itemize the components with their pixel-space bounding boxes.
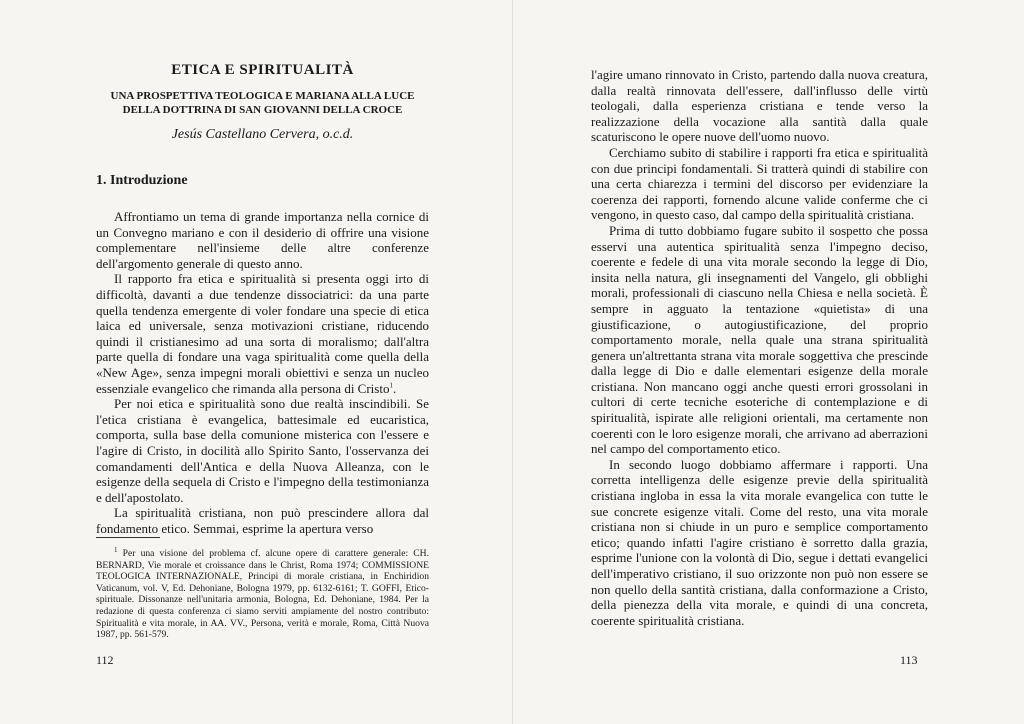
right-page (512, 0, 1024, 724)
paragraph: l'agire umano rinnovato in Cristo, partendo dalla nuova creatura, dalla realtà rinnovata dell'essere, dall'influsso delle virtù teologali, dalla esperienza cristiana e tende verso la realizzazione della vocazione alla santità dalla quale scaturiscono le opere nuove dell'uomo nuovo. (591, 67, 928, 145)
paragraph: Per noi etica e spiritualità sono due realtà inscindibili. Se l'etica cristiana è evangelica, battesimale ed eucaristica, comporta, sulla base della comunione misterica con l'essere e l'agire di Cristo, in docilità allo Spirito Santo, l'osservanza dei comandamenti dell'Antica e della Nuova Alleanza, con le esigenze della sequela di Cristo e l'impegno della testimonianza e dell'apostolato. (96, 396, 429, 505)
footnote (96, 545, 429, 641)
article-subtitle (96, 89, 429, 117)
footnote-reference: 1 (389, 381, 393, 390)
footnote-text: Per una visione del problema cf. alcune opere di carattere generale: CH. BERNARD, Vie morale et croissance dans le Christ, Roma 1974; COMMISSIONE TEOLOGICA INTERNAZIONALE, Principi di morale cristiana, in Enchiridion Vaticanum, vol. V, Ed. Dehoniane, Bologna 1979, pp. 6132-6161; T. GOFFI, Etico-spirituale. Dissonanze nell'unitaria armonia, Bologna, Ed. Dehoniane, 1984. Per la redazione di questa conferenza ci siamo serviti ampiamente del nostro contributo: Spiritualità e vita morale, in AA. VV., Persona, verità e morale, Roma, Città Nuova 1987, pp. 561-579. (96, 548, 429, 641)
subtitle-line-1: UNA PROSPETTIVA TEOLOGICA E MARIANA ALLA LUCE (110, 90, 415, 102)
paragraph: La spiritualità cristiana, non può prescindere allora dal fondamento etico. Semmai, esprime la apertura verso (96, 505, 429, 536)
section-heading: 1. Introduzione (96, 173, 188, 188)
footnote-divider (96, 537, 160, 538)
footnote-marker: 1 (114, 545, 118, 554)
article-title: ETICA E SPIRITUALITÀ (171, 62, 354, 78)
subtitle-line-2: DELLA DOTTRINA DI SAN GIOVANNI DELLA CROCE (122, 104, 403, 116)
page-number-right: 113 (900, 653, 918, 667)
paragraph: Il rapporto fra etica e spiritualità si presenta oggi irto di difficoltà, davanti a due tendenze dissociatrici: da una parte quella tendenza emergente di voler fondare una specie di etica laica ed universale, senza motivazioni cristiane, riducendo quindi il cristianesimo ad una sorta di moralismo; dall'altra parte quella di fondare una vaga spiritualità come quella della «New Age», senza impegni morali obiettivi e senza un nucleo essenziale evangelico che rimanda alla persona di Cristo$^1$. (96, 271, 429, 396)
paragraph: Cerchiamo subito di stabilire i rapporti fra etica e spiritualità con due principi fondamentali. Si tratterà quindi di stabilire con una certa chiarezza i termini del discorso per evidenziare la coerenza dei rapporti, fornendo alcune valide conferme che ci vengono, in questo caso, dal campo della spiritualità cristiana. (591, 144, 928, 223)
author-name: Jesús Castellano Cervera, o.c.d. (171, 127, 354, 142)
paragraph: In secondo luogo dobbiamo affermare i rapporti. Una corretta intelligenza delle esigenze previe della spiritualità cristiana ingloba in essa la vita morale evangelica con tutte le sue concrete esigenze vitali. Come del resto, una vita morale cristiana non si chiude in un puro e semplice comportamento etico; quando infatti l'agire cristiano è sorretto dalla grazia, esprime l'unione con la volontà di Dio, segue i dettati evangelici dell'imperativo cristiano, il suo orizzonte non può non essere se non quello della santità cristiana, dalla conformazione a Cristo, della pienezza della vita morale, e quindi di una concreta, coerente spiritualità cristiana. (591, 456, 928, 628)
paragraph: Prima di tutto dobbiamo fugare subito il sospetto che possa esservi una autentica spiritualità senza l'impegno deciso, coerente e fedele di una vita morale secondo la legge di Dio, insita nella natura, gli insegnamenti del Vangelo, gli obblighi morali, professionali di ciascuno nella Chiesa e nella società. È sempre in agguato la tentazione «quietista» di una giustificazione, o autogiustificazione, del proprio comportamento morale, nella quale una strana spiritualità genera un'altrettanta strana vita morale soggettiva che prescinde dalla legge di Dio e dalle elementari esigenze della morale cristiana. Non mancano oggi anche questi errori grossolani in cultori di certe tecniche esoteriche di contemplazione e di spiritualità, ispirate alle religioni orientali, ma certamente non coerenti con le loro esigenze morali, che arrivano ad aberrazioni nel campo del comportamento etico. (591, 222, 928, 457)
paragraph: Affrontiamo un tema di grande importanza nella cornice di un Convegno mariano e con il desiderio di offrire una visione complementare nell'insieme delle altre conferenze dell'argomento generale di questo anno. (96, 209, 429, 271)
footnote-paragraph (96, 545, 429, 641)
page-number-left: 112 (96, 653, 114, 667)
left-body-text (96, 209, 429, 536)
paragraph-text: Il rapporto fra etica e spiritualità si presenta oggi irto di difficoltà, davanti a due tendenze dissociatrici: da una parte quella tendenza emergente di voler fondare una specie di etica laica ed universale, senza motivazioni cristiane, riducendo quindi il cristianesimo ad una sorta di moralismo; dall'altra parte quella di fondare una vaga spiritualità come quella della «New Age», senza impegni morali obiettivi e senza un nucleo essenziale evangelico che rimanda alla persona di Cristo (96, 271, 429, 396)
right-body-text (591, 67, 928, 628)
